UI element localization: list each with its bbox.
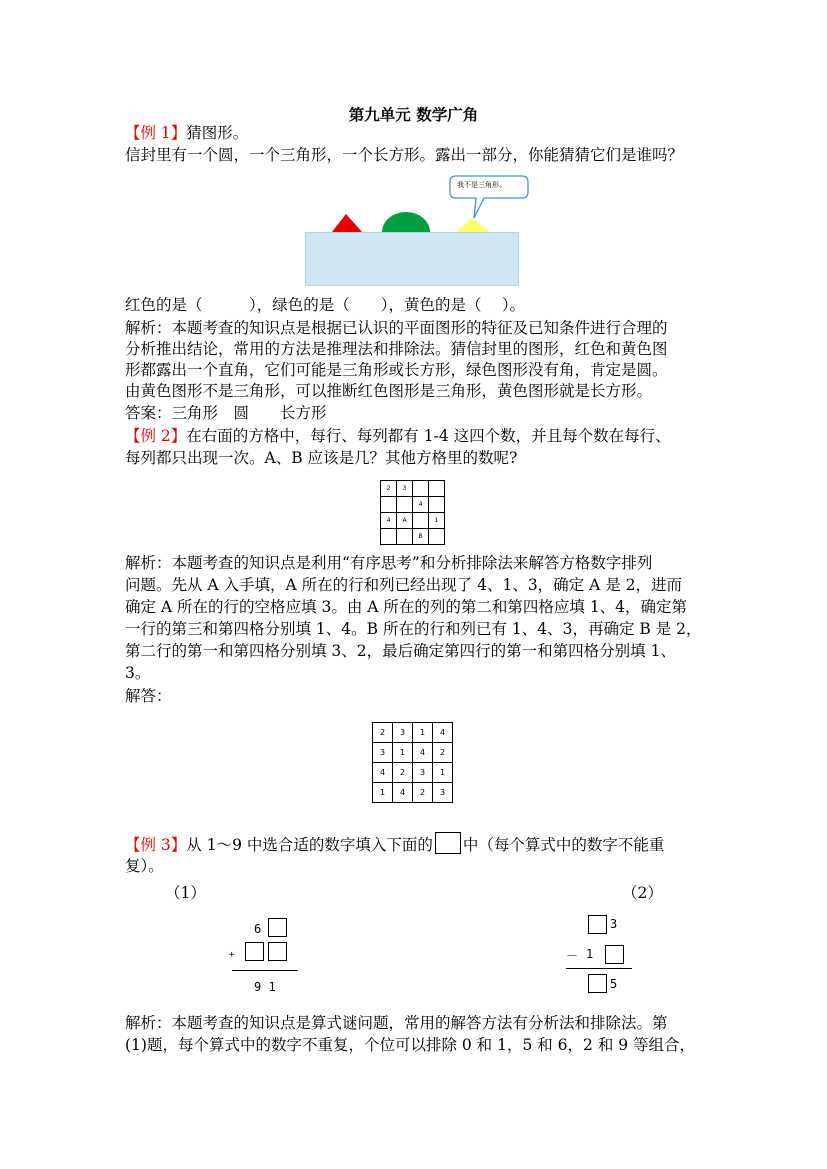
p1-answer-box[interactable] <box>268 918 287 937</box>
example-1-tag: 【例 1】 <box>125 124 187 142</box>
p1-answer-box[interactable] <box>245 942 264 961</box>
p2-mid-digit: 1 <box>586 947 594 961</box>
grid-cell: 3 <box>373 743 393 763</box>
grid-cell <box>413 513 429 529</box>
example-2-analysis-1: 解析：本题考查的知识点是利用“有序思考”和分析排除法来解答方格数字排列 <box>125 554 653 572</box>
example-1-fill: 红色的是（ ），绿色的是（ ），黄色的是（ ）。 <box>125 296 526 314</box>
example-1-question: 信封里有一个圆，一个三角形，一个长方形。露出一部分，你能猜猜它们是谁吗？ <box>125 146 684 164</box>
grid-cell: 2 <box>413 783 433 803</box>
grid-cell: 3 <box>413 763 433 783</box>
p2-answer-box[interactable] <box>588 915 607 934</box>
example-2-analysis-2: 问题。先从 A 入手填，A 所在的行和列已经出现了 4、1、3，确定 A 是 2，进而 <box>125 576 683 594</box>
grid-cell: 4 <box>433 723 453 743</box>
example-1-analysis-3: 形都露出一个直角，它们可能是三角形或长方形，绿色图形没有角，肯定是圆。 <box>125 361 668 379</box>
p1-plus-sign: + <box>229 950 235 960</box>
grid-cell <box>429 529 445 545</box>
example-2-analysis-4: 一行的第三和第四格分别填 1、4。B 所在的行和列已有 1、4、3，再确定 B 是 2， <box>125 620 702 638</box>
grid-cell: 2 <box>433 743 453 763</box>
example-2-tag: 【例 2】 <box>125 427 187 445</box>
p2-minus-sign: － <box>566 949 579 963</box>
example-1-analysis-2: 分析推出结论，常用的方法是推理法和排除法。猜信封里的图形，红色和黄色图 <box>125 340 668 358</box>
grid-cell: 4 <box>373 763 393 783</box>
p1-top-digit: 6 <box>254 922 262 936</box>
example-1-answer: 答案：三角形 圆 长方形 <box>125 404 327 422</box>
p2-top-digit: 3 <box>610 917 618 931</box>
example-3-heading <box>125 832 664 856</box>
example-3-head-b: 中（每个算式中的数字不能重 <box>462 836 665 854</box>
example-3-head-2: 复）。 <box>125 857 164 875</box>
example-1-head: 猜图形。 <box>186 124 249 142</box>
p2-bottom-digit: 5 <box>610 977 618 991</box>
grid-cell: 1 <box>373 783 393 803</box>
red-shape <box>332 214 362 232</box>
example-3-analysis-1: 解析：本题考查的知识点是算式谜问题，常用的解答方法有分析法和排除法。第 <box>125 1014 668 1032</box>
grid-cell: 3 <box>397 481 413 497</box>
example-2-heading <box>125 426 671 447</box>
grid-cell: 1 <box>433 763 453 783</box>
blank-box-icon <box>435 832 461 854</box>
example-2-analysis-3: 确定 A 所在的行的空格应填 3。由 A 所在的列的第二和第四格应填 1、4，确定第 <box>125 598 688 616</box>
envelope <box>305 232 519 286</box>
speech-bubble-text: 我不是三角形。 <box>457 181 506 189</box>
grid-cell: 4 <box>413 497 429 513</box>
grid-cell <box>381 497 397 513</box>
example-3-tag: 【例 3】 <box>125 836 187 854</box>
grid-cell <box>429 497 445 513</box>
page-title: 第九单元 数学广角 <box>348 105 479 124</box>
p1-answer-box[interactable] <box>268 942 287 961</box>
p1-result: 9 1 <box>254 980 276 994</box>
grid-cell <box>397 497 413 513</box>
grid-cell: 4 <box>381 513 397 529</box>
example-1-heading <box>125 123 248 144</box>
example-2-analysis-6: 3。 <box>125 664 151 682</box>
example-3-head-a: 从 1～9 中选合适的数字填入下面的 <box>186 836 433 854</box>
grid-cell: 2 <box>393 763 413 783</box>
grid-cell <box>413 481 429 497</box>
solution-grid <box>372 722 453 803</box>
grid-cell: 2 <box>373 723 393 743</box>
grid-cell <box>397 529 413 545</box>
grid-cell: 3 <box>433 783 453 803</box>
p2-answer-box[interactable] <box>605 945 624 964</box>
example-2-head: 在右面的方格中，每行、每列都有 1-4 这四个数，并且每个数在每行、 <box>186 427 671 445</box>
grid-cell: 1 <box>393 743 413 763</box>
p2-answer-box[interactable] <box>588 974 607 993</box>
grid-cell: 4 <box>393 783 413 803</box>
p1-sum-line <box>232 970 298 971</box>
grid-cell <box>429 481 445 497</box>
grid-cell: 1 <box>429 513 445 529</box>
example-2-answer-label: 解答： <box>125 687 172 705</box>
grid-cell: A <box>397 513 413 529</box>
grid-cell: 4 <box>413 743 433 763</box>
problem-2-label: （2） <box>622 884 663 902</box>
example-2-head-2: 每列都只出现一次。A、B 应该是几？其他方格里的数呢? <box>125 449 518 467</box>
green-shape <box>382 212 430 232</box>
grid-cell <box>381 529 397 545</box>
example-3-analysis-2: (1)题，每个算式中的数字不重复，个位可以排除 0 和 1，5 和 6，2 和 9 等组合， <box>125 1036 696 1054</box>
example-1-analysis-1: 解析：本题考查的知识点是根据已认识的平面图形的特征及已知条件进行合理的 <box>125 319 668 337</box>
grid-cell: B <box>413 529 429 545</box>
example-2-analysis-5: 第二行的第一和第四格分别填 3、2，最后确定第四行的第一和第四格分别填 1、 <box>125 642 676 660</box>
example-1-analysis-4: 由黄色图形不是三角形，可以推断红色图形是三角形，黄色图形就是长方形。 <box>125 382 653 400</box>
grid-cell: 1 <box>413 723 433 743</box>
grid-cell: 2 <box>381 481 397 497</box>
p2-difference-line <box>566 968 632 969</box>
puzzle-grid <box>380 480 445 545</box>
problem-1-label: （1） <box>165 884 206 902</box>
grid-cell: 3 <box>393 723 413 743</box>
